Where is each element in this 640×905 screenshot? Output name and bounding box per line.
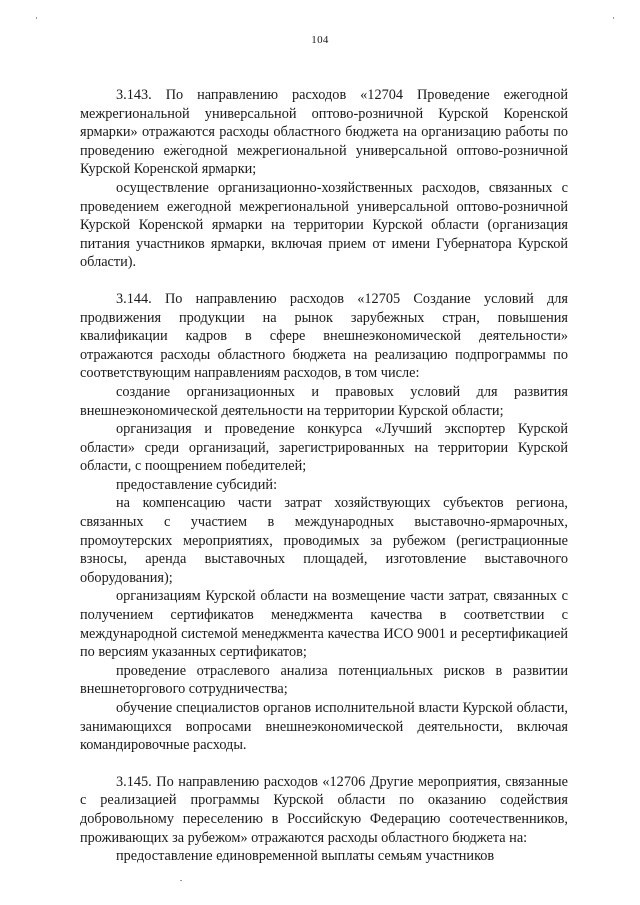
document-body xyxy=(80,86,568,866)
paragraph-item: осуществление организационно-хозяйственных расходов, связанных с проведением ежегодной межрегиональной универсальной оптово-розничной Курской Коренской ярмарки на территории Курской области (организация питания участников ярмарки, включая прием от имени Губернатора Курской области). xyxy=(80,179,568,271)
paragraph-3-144: 3.144. По направлению расходов «12705 Создание условий для продвижения продукции на рынок зарубежных стран, повышения квалификации кадров в сфере внешнеэкономической деятельности» отражаются расходы областного бюджета на реализацию подпрограммы по соответствующим направлениям расходов, в том числе: xyxy=(80,290,568,382)
scan-speck xyxy=(613,17,614,19)
scan-speck xyxy=(180,880,182,881)
paragraph-item: проведение отраслевого анализа потенциальных рисков в развитии внешнеторгового сотрудничества; xyxy=(80,662,568,698)
page-number: 104 xyxy=(311,34,329,46)
paragraph-item: предоставление субсидий: xyxy=(116,476,278,493)
paragraph-item: создание организационных и правовых условий для развития внешнеэкономической деятельности на территории Курской области; xyxy=(80,383,568,419)
paragraph-item: на компенсацию части затрат хозяйствующих субъектов региона, связанных с участием в международных выставочно-ярмарочных, промоутерских мероприятиях, проводимых за рубежом (регистрационные взносы, аренда выставочных площадей, изготовление выставочного оборудования); xyxy=(80,495,568,586)
scan-speck xyxy=(36,17,37,19)
paragraph-item: предоставление единовременной выплаты семьям участников xyxy=(116,848,495,865)
paragraph-item: организациям Курской области на возмещение части затрат, связанных с получением сертификатов менеджмента качества в соответствии с международной системой менеджмента качества ИСО 9001 и ресертификацией по версиям указанных сертификатов; xyxy=(80,588,568,661)
paragraph-item: организация и проведение конкурса «Лучший экспортер Курской области» среди организаций, зарегистрированных на территории Курской области, с поощрением победителей; xyxy=(80,421,568,475)
paragraph-3-143: 3.143. По направлению расходов «12704 Проведение ежегодной межрегиональной универсальной оптово-розничной Курской Коренской ярмарки» отражаются расходы областного бюджета на организацию работы по проведению ежегодной межрегиональной универсальной оптово-розничной Курской Коренской ярмарки; xyxy=(80,87,568,178)
paragraph-item: обучение специалистов органов исполнительной власти Курской области, занимающихся вопросами внешнеэкономической деятельности, включая командировочные расходы. xyxy=(80,700,568,754)
paragraph-3-145: 3.145. По направлению расходов «12706 Другие мероприятия, связанные с реализацией программы Курской области по оказанию содействия добровольному переселению в Российскую Федерацию соотечественников, проживающих за рубежом» отражаются расходы областного бюджета на: xyxy=(80,773,568,846)
